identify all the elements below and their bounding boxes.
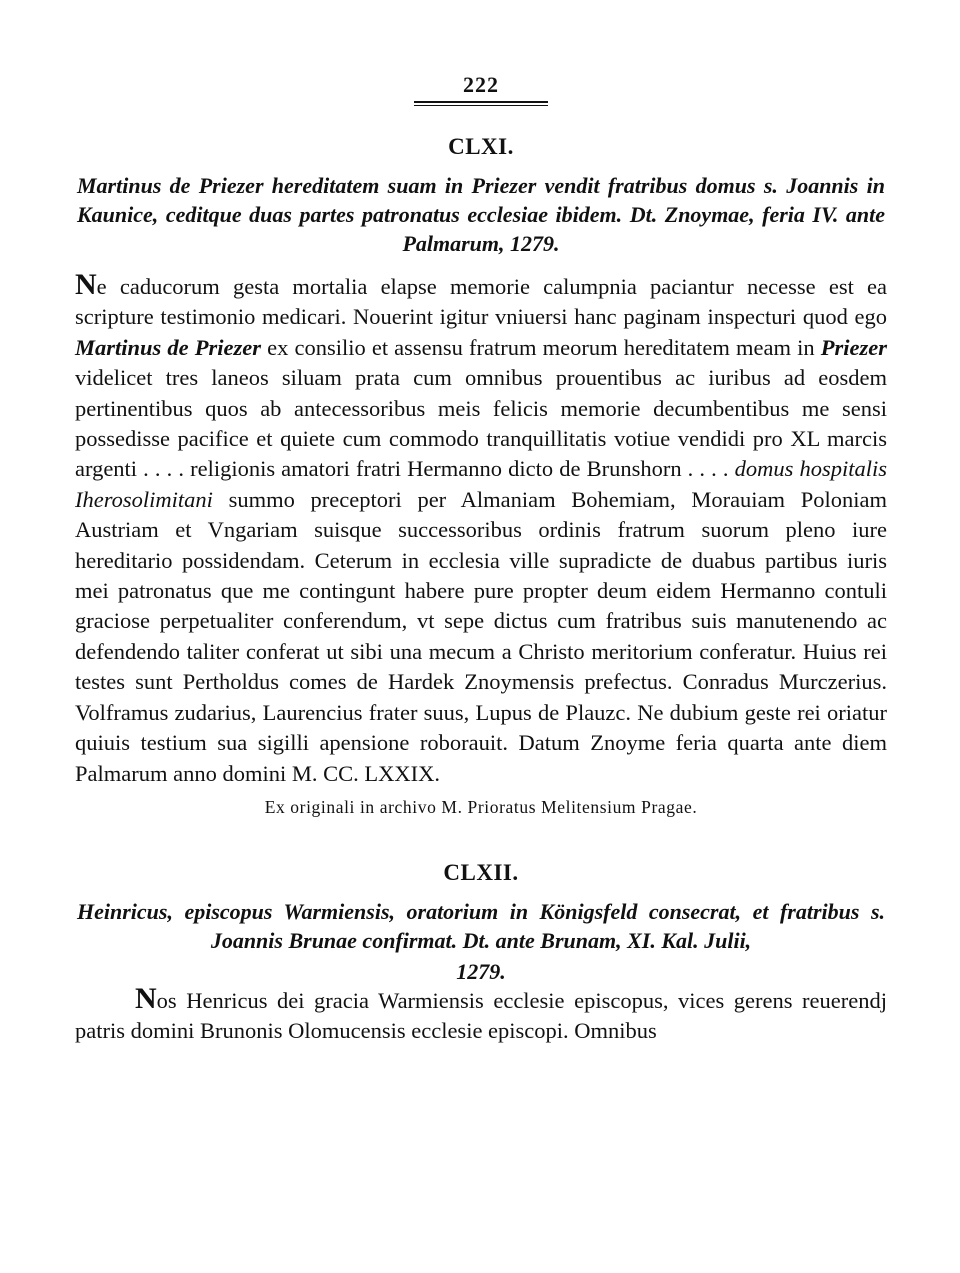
body-text-part: ex consilio et assensu fratrum meorum hereditatem meam in	[261, 334, 821, 360]
header-rule	[414, 101, 548, 106]
header-rule-thick	[414, 101, 548, 103]
drop-initial: N	[135, 981, 157, 1015]
person-name: Martinus de Priezer	[75, 334, 261, 360]
header-rule-thin	[414, 105, 548, 106]
charter-body	[75, 981, 887, 1047]
body-text-part: summo preceptori per Almaniam Bohemiam, Morauiam Poloniam Austriam et Vngariam suisque successoribus ordinis fratrum suorum pleno iure hereditario possidendam. Ceterum in ecclesia ville supradicte de duabus partibus iuris mei patronatus que me contingunt habere pure propter deum eidem Hermanno contuli graciose perpetualiter conferendum, vt sepe dictus cum fratribus suis manutenendo ac defendendo taliter conferat ut sibi una mecum a Christo meritorium conferatur. Huius rei testes sunt Pertholdus comes de Hardek Znoymensis prefectus. Conradus Murczerius. Volframus zudarius, Laurencius frater suus, Lupus de Plauzc. Ne dubium geste rei oriatur quiuis testium sua sigilli apensione roborauit. Datum Znoyme feria quarta ante diem Palmarum anno domini M. CC. LXXIX.	[75, 486, 887, 786]
page-number: 222	[463, 72, 499, 97]
charter-regest: Heinricus, episcopus Warmiensis, oratorium in Königsfeld consecrat, et fratribus s. Joannis Brunae confirmat. Dt. ante Brunam, XI. Kal. Julii,	[77, 898, 885, 953]
charter-number: CLXI.	[448, 134, 514, 159]
order-name: domus hospitalis Iherosolimitani	[75, 456, 887, 512]
body-text-part: e caducorum gesta mortalia elapse memorie calumpnia paciantur necesse est ea scripture testimonio medicari. Nouerint igitur vniuersi hanc paginam inspecturi quod ego	[75, 274, 887, 330]
charter-clxii	[75, 859, 887, 1047]
charter-regest-year: 1279.	[456, 958, 506, 984]
source-note: Ex originali in archivo M. Prioratus Melitensium Pragae.	[264, 796, 698, 817]
body-text-part: os Henricus dei gracia Warmiensis ecclesie episcopus, vices gerens reuerendj patris domini Brunonis Olomucensis ecclesie episcopi. Omnibus	[75, 987, 887, 1044]
body-text-part: videlicet tres laneos siluam prata cum omnibus prouentibus ac iuribus ad eosdem pertinentibus quos ab antecessoribus meis felicis memorie decumbentibus me sensi possedisse pacifice et quiete cum commodo tranquillitatis votiue vendidi pro XL marcis argenti . . . . religionis amatori fratri Hermanno dicto de Brunshorn . . . .	[75, 365, 887, 482]
place-name: Priezer	[820, 334, 887, 360]
charter-number: CLXII.	[443, 859, 519, 885]
charter-clxi	[75, 133, 887, 819]
drop-initial: N	[75, 268, 97, 301]
charter-body	[75, 268, 887, 789]
charter-regest: Martinus de Priezer hereditatem suam in Priezer vendit fratribus domus s. Joannis in Kaunice, ceditque duas partes patronatus ecclesiae ibidem. Dt. Znoymae, feria IV. ante Palmarum, 1279.	[77, 173, 885, 256]
